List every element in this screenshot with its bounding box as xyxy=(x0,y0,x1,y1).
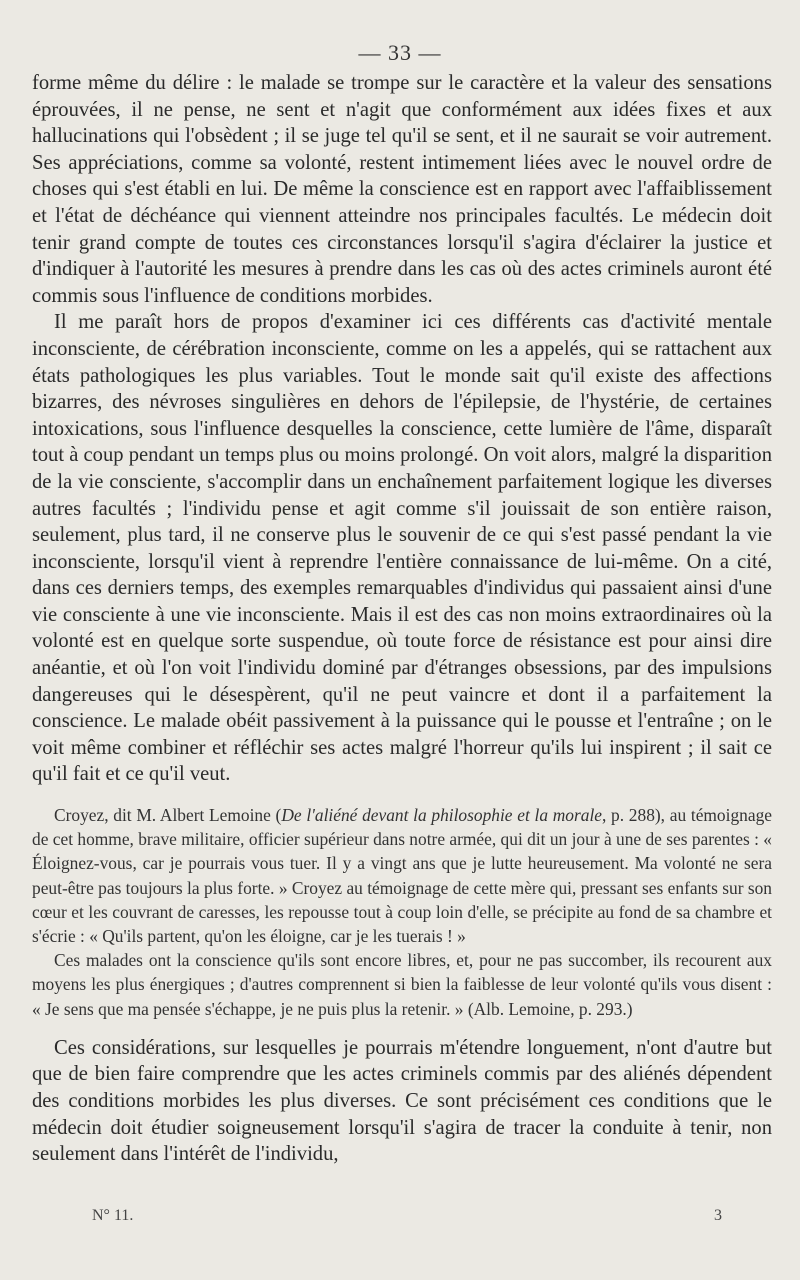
page-body xyxy=(32,70,772,1168)
signature-mark: 3 xyxy=(714,1207,722,1224)
cited-work-title: De l'aliéné devant la philosophie et la morale xyxy=(281,805,602,826)
quotation-1-intro: Croyez, dit M. Albert Lemoine ( xyxy=(54,805,282,826)
issue-number: N° 11. xyxy=(92,1207,134,1224)
quotation-1 xyxy=(32,803,772,948)
page-number-header: — 33 — xyxy=(358,40,442,65)
quotation-block xyxy=(32,803,772,1021)
quotation-1-body: , p. 288), au témoignage de cet homme, brave militaire, officier supérieur dans notre armée, qui dit un jour à une de ses parentes : « Éloignez-vous, car je pourrais vous tuer. Il y a vingt ans que je lutte heureusement. Ma volonté ne sera peut-être pas toujours la plus forte. » Croyez au témoignage de cette mère qui, pressant ses enfants sur son cœur et les couvrant de caresses, les repousse tout à coup loin d'elle, se précipite au fond de sa chambre et s'écrie : « Qu'ils partent, qu'on les éloigne, car je les tuerais ! » xyxy=(32,805,772,947)
quotation-2: Ces malades ont la conscience qu'ils sont encore libres, et, pour ne pas succomber, ils recourent aux moyens les plus énergiques ; d'autres comprennent si bien la faiblesse de leur volonté qu'ils vous disent : « Je sens que ma pensée s'échappe, je ne puis plus la retenir. » (Alb. Lemoine, p. 293.) xyxy=(32,950,772,1019)
paragraph-1: forme même du délire : le malade se trompe sur le caractère et la valeur des sensations éprouvées, il ne pense, ne sent et n'agit que conformément aux idées fixes et aux hallucinations qui l'obsèdent ; il se juge tel qu'il se sent, et il ne saurait se voir autrement. Ses appréciations, comme sa volonté, restent intimement liées avec le nouvel ordre de choses qui s'est établi en lui. De même la conscience est en rapport avec l'affaiblissement et l'état de déchéance qui viennent atteindre nos principales facultés. Le médecin doit tenir grand compte de toutes ces circonstances lorsqu'il s'agira d'éclairer la justice et d'indiquer à l'autorité les mesures à prendre dans les cas où des actes criminels auront été commis sous l'influence de conditions morbides. xyxy=(32,72,772,307)
paragraph-2: Il me paraît hors de propos d'examiner ici ces différents cas d'activité mentale inconsciente, de cérébration inconsciente, comme on les a appelés, qui se rattachent aux états pathologiques les plus variables. Tout le monde sait qu'il existe des affections bizarres, des névroses singulières en dehors de l'épilepsie, de l'hystérie, de certaines intoxications, sous l'influence desquelles la conscience, cette lumière de l'âme, disparaît tout à coup pendant un temps plus ou moins prolongé. On voit alors, malgré la disparition de la vie consciente, s'accomplir dans un enchaînement parfaitement logique les diverses autres facultés ; l'individu pense et agit comme s'il jouissait de son entière raison, seulement, plus tard, il ne conserve plus le souvenir de ce qui s'est passé pendant la vie inconsciente, lorsqu'il vient à reprendre l'entière connaissance de lui-même. On a cité, dans ces derniers temps, des exemples remarquables d'individus qui passaient ainsi d'une vie consciente à une vie inconsciente. Mais il est des cas non moins extraordinaires où la volonté est en quelque sorte suspendue, où toute force de résistance est pour ainsi dire anéantie, et où l'on voit l'individu dominé par d'étranges obsessions, par des impulsions dangereuses qui le désespèrent, qu'il ne peut vaincre et dont il a parfaitement la conscience. Le malade obéit passivement à la puissance qui le pousse et l'entraîne ; on le voit même combiner et réfléchir ses actes malgré l'horreur qu'ils lui inspirent ; il sait ce qu'il fait et ce qu'il veut. xyxy=(32,311,772,786)
paragraph-3: Ces considérations, sur lesquelles je pourrais m'étendre longuement, n'ont d'autre but que de bien faire comprendre que les actes criminels commis par des aliénés dépendent des conditions morbides les plus diverses. Ce sont précisément ces conditions que le médecin doit étudier soigneusement lorsqu'il s'agira de tracer la conduite à tenir, non seulement dans l'intérêt de l'individu, xyxy=(32,1036,772,1166)
